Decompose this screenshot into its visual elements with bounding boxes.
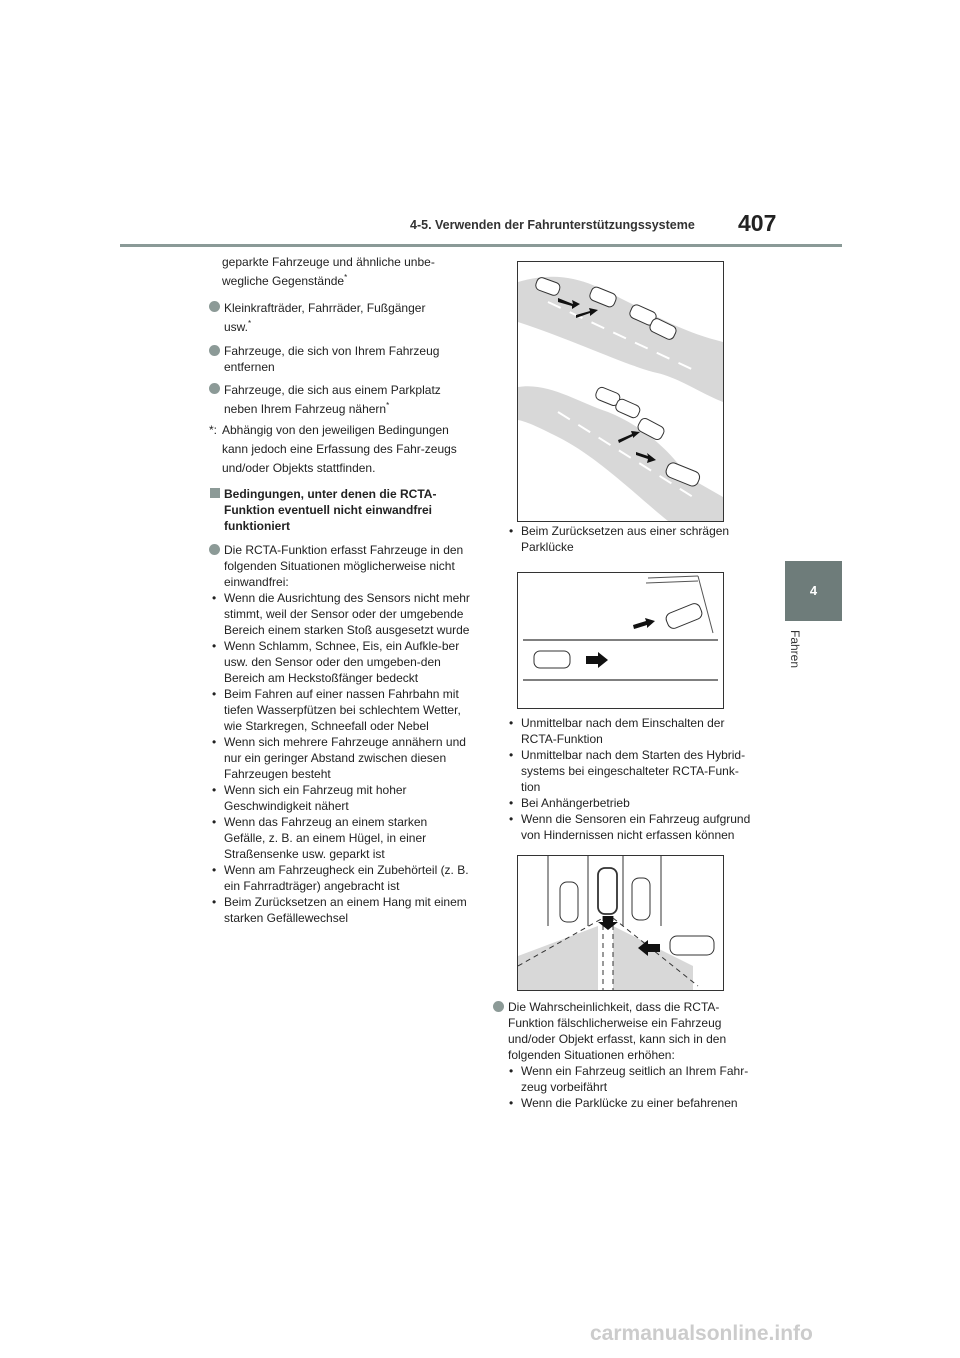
list-item — [506, 1063, 756, 1095]
heading-square-icon — [210, 488, 220, 498]
chapter-tab-label: Fahren — [788, 630, 802, 669]
intro-line-1: geparkte Fahrzeuge und ähnliche unbe- — [222, 255, 435, 269]
section-heading — [209, 486, 471, 534]
bullet-text: Fahrzeuge, die sich von Ihrem Fahrzeug entfernen — [224, 344, 440, 374]
dash-marker: • — [509, 748, 514, 762]
item-text: Beim Zurücksetzen an einem Hang mit einem starken Gefällewechsel — [224, 895, 467, 925]
item-text: Wenn die Parklücke zu einer befahrenen — [521, 1096, 738, 1110]
bullet-text: usw. — [224, 320, 249, 334]
figure-sloped-road — [517, 261, 724, 522]
item-text: Wenn sich ein Fahrzeug mit hoher Geschwindigkeit nähert — [224, 783, 407, 813]
list-item — [209, 381, 471, 419]
item-text: Wenn sich mehrere Fahrzeuge annähern und nur ein geringer Abstand zwischen diesen Fahrzeugen besteht — [224, 735, 466, 781]
list-item — [506, 523, 756, 555]
footnote — [209, 421, 471, 478]
list-item — [209, 590, 471, 638]
dash-marker: • — [212, 783, 217, 797]
watermark: carmanualsonline.info — [590, 1322, 813, 1345]
item-text: Beim Fahren auf einer nassen Fahrbahn mit tiefen Wasserpfützen bei schlechtem Wetter, wie Starkregen, Schneefall oder Nebel — [224, 687, 461, 733]
intro-text — [209, 253, 471, 291]
footnote-asterisk: * — [386, 401, 390, 410]
right-column-top — [506, 523, 756, 555]
page-number: 407 — [738, 210, 777, 236]
figure-blocked-sensor — [517, 855, 724, 991]
left-column — [209, 253, 471, 926]
right-column-mid — [506, 715, 756, 843]
sloped-road-vehicles-illustration-icon — [518, 262, 723, 521]
blocked-sensor-parking-illustration-icon — [518, 856, 723, 990]
bullet-text: Die Wahrscheinlichkeit, dass die RCTA-Funktion fälschlicherweise ein Fahrzeug und/oder Objekt erfasst, kann sich in den folgenden Situationen erhöhen: — [508, 1000, 727, 1062]
list-item — [506, 1095, 756, 1111]
list-item — [209, 894, 471, 926]
list-item — [209, 299, 471, 337]
dash-marker: • — [509, 1096, 514, 1110]
list-item — [209, 542, 471, 590]
list-item — [209, 686, 471, 734]
dash-marker: • — [212, 895, 217, 909]
list-item — [209, 343, 471, 375]
item-text: Wenn die Ausrichtung des Sensors nicht mehr stimmt, weil der Sensor oder der umgebende Bereich einem starken Stoß ausgesetzt wurde — [224, 591, 470, 637]
bullet-dot-icon — [209, 301, 220, 312]
right-column-bottom — [493, 999, 756, 1111]
footnote-asterisk: * — [344, 273, 348, 282]
item-text: Unmittelbar nach dem Einschalten der RCTA-Funktion — [521, 716, 725, 746]
list-item — [209, 638, 471, 686]
list-item — [209, 782, 471, 814]
footnote-text: Abhängig von den jeweiligen Bedingungen kann jedoch eine Erfassung des Fahr-zeugs und/oder Objekts stattfinden. — [222, 423, 457, 475]
dash-marker: • — [212, 863, 217, 877]
dash-marker: • — [509, 524, 514, 538]
list-item — [506, 795, 756, 811]
footnote-asterisk: * — [248, 319, 252, 328]
figure-angled-parking — [517, 572, 724, 709]
item-text: Bei Anhängerbetrieb — [521, 796, 630, 810]
footnote-marker: *: — [209, 423, 218, 437]
list-item — [506, 811, 756, 843]
bullet-text: Fahrzeuge, die sich aus einem Parkplatz — [224, 383, 441, 397]
item-text: Wenn ein Fahrzeug seitlich an Ihrem Fahr-zeug vorbeifährt — [521, 1064, 749, 1094]
bullet-text: Kleinkrafträder, Fahrräder, Fußgänger — [224, 301, 426, 315]
dash-marker: • — [509, 1064, 514, 1078]
dash-marker: • — [212, 735, 217, 749]
condition-list — [209, 590, 471, 926]
bullet-dot-icon — [209, 544, 220, 555]
list-item — [493, 999, 756, 1063]
item-text: Wenn das Fahrzeug an einem starken Gefälle, z. B. an einem Hügel, in einer Straßensenke usw. geparkt ist — [224, 815, 428, 861]
header-divider — [120, 244, 842, 247]
item-text: Beim Zurücksetzen aus einer schrägen Parklücke — [521, 524, 730, 554]
dash-marker: • — [509, 812, 514, 826]
dash-marker: • — [212, 815, 217, 829]
list-item — [209, 862, 471, 894]
item-text: Wenn die Sensoren ein Fahrzeug aufgrund von Hindernissen nicht erfassen können — [521, 812, 751, 842]
dash-marker: • — [212, 591, 217, 605]
dash-marker: • — [212, 687, 217, 701]
bullet-text: neben Ihrem Fahrzeug nähern — [224, 402, 387, 416]
dash-marker: • — [212, 639, 217, 653]
bullet-dot-icon — [209, 383, 220, 394]
item-text: Wenn Schlamm, Schnee, Eis, ein Aufkle-ber usw. den Sensor oder den umgeben-den Bereich am Heckstoßfänger bedeckt — [224, 639, 460, 685]
heading-text: Bedingungen, unter denen die RCTA-Funktion eventuell nicht einwandfrei funktioniert — [224, 487, 437, 533]
item-text: Unmittelbar nach dem Starten des Hybrid-systems bei eingeschalteter RCTA-Funk-tion — [521, 748, 746, 794]
item-text: Wenn am Fahrzeugheck ein Zubehörteil (z. B. ein Fahrradträger) angebracht ist — [224, 863, 469, 893]
dash-marker: • — [509, 796, 514, 810]
list-item — [209, 814, 471, 862]
angled-parking-illustration-icon — [518, 573, 723, 708]
intro-line-2: wegliche Gegenstände — [222, 274, 345, 288]
bullet-text: Die RCTA-Funktion erfasst Fahrzeuge in den folgenden Situationen möglicherweise nicht einwandfrei: — [224, 543, 464, 589]
dash-marker: • — [509, 716, 514, 730]
chapter-tab: 4 — [785, 561, 842, 621]
bullet-dot-icon — [209, 345, 220, 356]
section-title: 4-5. Verwenden der Fahrunterstützungssysteme — [410, 218, 695, 232]
bullet-dot-icon — [493, 1001, 504, 1012]
list-item — [209, 734, 471, 782]
list-item — [506, 715, 756, 747]
list-item — [506, 747, 756, 795]
